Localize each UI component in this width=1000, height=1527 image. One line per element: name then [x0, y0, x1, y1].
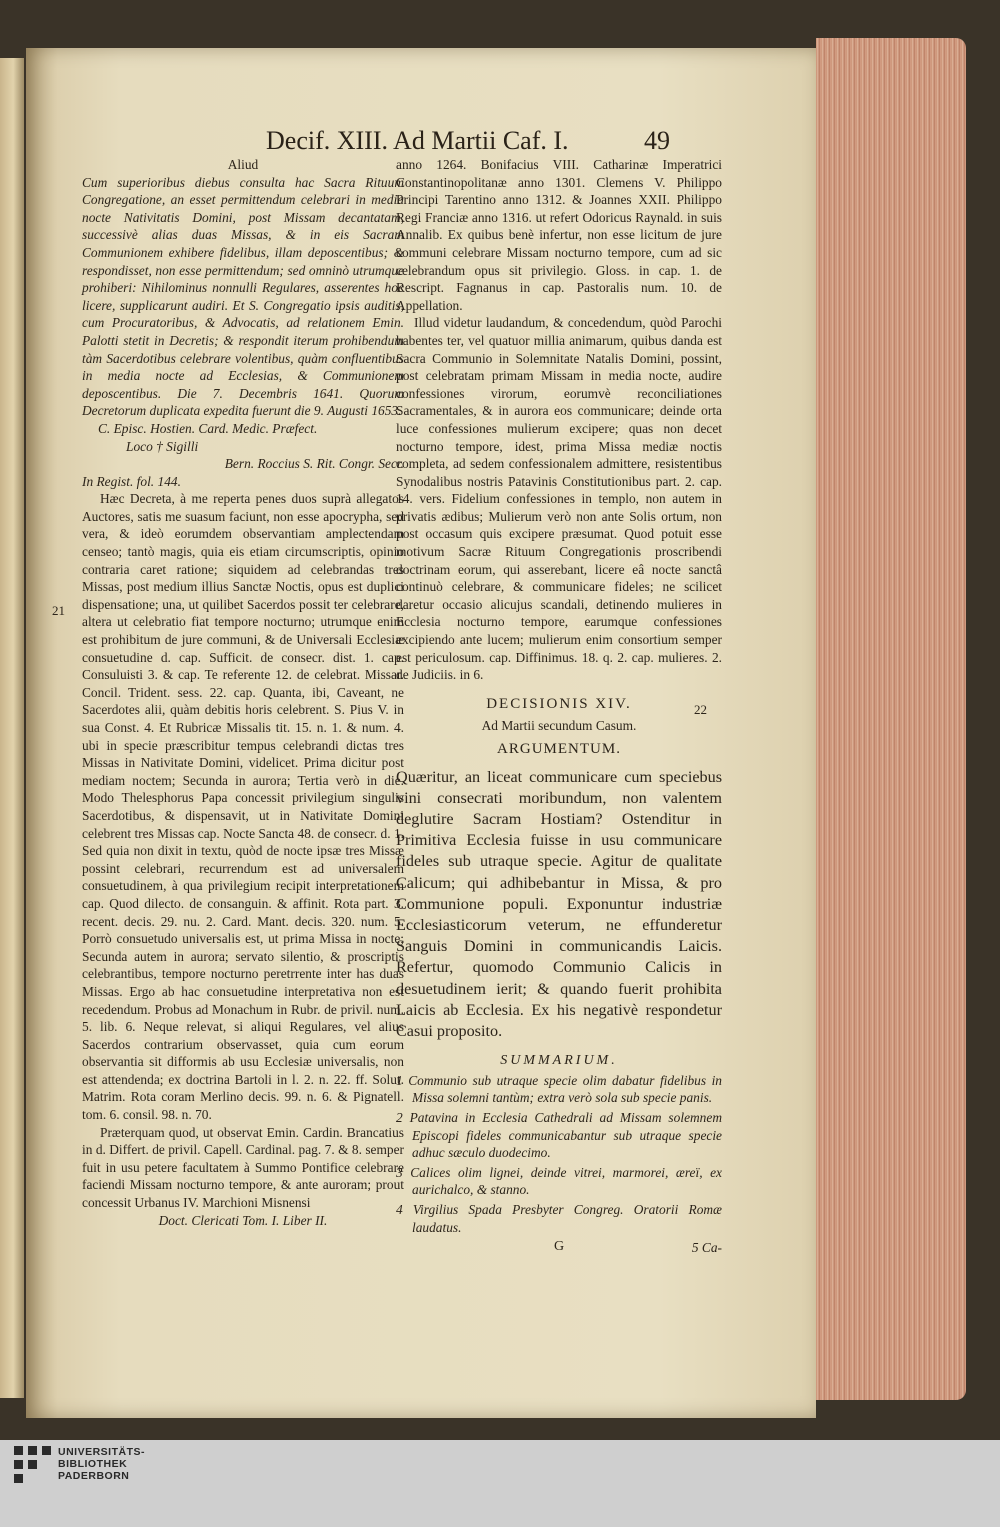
footer-line: Doct. Clericati Tom. I. Liber II. — [158, 1212, 328, 1228]
body-paragraph-4: Illud videtur laudandum, & concedendum, quòd Parochi habentes ter, vel quatuor millia animarum, quibus danda est Sacra Communio in Solemnitate Natalis Domini, possint, post celebratam primam Missam in media nocte, audire confessiones virorum, eorumvè reconciliationes Sacramentales, & in aurora eos communicare; deinde orta luce confessiones mulierum excipere; quas non decet nocturno tempore, idest, prima Missa mediæ noctis completa, ad sedem confessionalem admittere, resistentibus Synodalibus nostris Patavinis Constitutionibus part. 2. cap. 14. vers. Fidelium confessiones in templo, non autem in privatis ædibus; Mulierum verò non ante Solis ortum, non post occasum quis excipere præsumat. Quod potuit esse motivum Sacræ Rituum Congregationis proscribendi doctrinam eorum, qui asserebant, licere eâ nocte sanctâ continuò celebrare, & communicare fideles; ne scilicet daretur occasio alicujus scandali, detinendo mulieres in Ecclesia nocturno tempore, earumque confessiones excipiendo ante lucem; mulierum enim consortium semper est periculosum. cap. Diffinimus. 18. q. 2. cap. mulieres. 2. de Judiciis. in 6. — [396, 315, 722, 683]
running-head: Decif. XIII. Ad Martii Caf. I. — [266, 126, 569, 155]
page-number: 49 — [644, 126, 670, 155]
body-paragraph-2: Præterquam quod, ut observat Emin. Cardin. Brancatius in d. Differt. de privil. Capell. Cardinal. pag. 7. & 8. semper fuit in usu petere facultatem à Summo Pontifice celebrare faciendi Missam nocturno tempore, & ante auroram; prout concessit Urbanus IV. Marchioni Misnensi — [82, 1124, 404, 1211]
decision-heading: DECISIONIS XIV. — [486, 695, 632, 712]
argument-body: Quæritur, an liceat communicare cum speciebus vini consecrati moribundum, non valentem deglutire Sacram Hostiam? Ostenditur in Primitiva Ecclesia fuisse in usu communicare fideles sub utraque specie. Agitur de qualitate Calicum; qui adhibebantur in Missa, & pro Communione populi. Exponuntur industriæ Ecclesiasticorum veterum, ne effunderetur Sanguis Domini in communicandis Laicis. Refertur, quomodo Communio Calicis in desuetudinem ierit; & quando fuerit prohibita Laicis ab Ecclesia. Ex his negativè respondetur Casui proposito. — [396, 767, 722, 1041]
logo-line-2: BIBLIOTHEK — [58, 1458, 128, 1470]
left-page-edge — [0, 58, 24, 1398]
margin-number-left: 21 — [52, 603, 65, 618]
viewer-footer — [0, 1440, 1000, 1527]
summary-item: 4 Virgilius Spada Presbyter Congreg. Oratorii Romæ laudatus. — [396, 1201, 722, 1235]
body-paragraph-3: anno 1264. Bonifacius VIII. Catharinæ Imperatrici Constantinopolitanæ anno 1301. Clemens V. Philippo Principi Tarentino anno 1312. & Joannes XXII. Philippo Regi Franciæ anno 1316. ut refert Odoricus Raynald. in suis Annalib. Ex quibus benè infertur, non esse licitum de jure communi celebrare Missam nocturno tempore, cum ad sic celebrandum opus sit privilegio. Gloss. in cap. 1. de Rescript. Fagnanus in cap. Pastoralis num. 10. de Appellation. — [396, 157, 722, 313]
library-logo-text — [58, 1446, 145, 1482]
page-fore-edge — [816, 38, 966, 1400]
signature-cardinal: C. Episc. Hostien. Card. Medic. Præfect. — [98, 420, 318, 436]
logo-line-1: UNIVERSITÄTS- — [58, 1446, 146, 1458]
catchword: 5 Ca- — [691, 1239, 722, 1255]
body-paragraph-1: Hæc Decreta, à me reperta penes duos suprà allegatos Auctores, satis me suasum faciunt, non esse apocrypha, sed vera, & ideò eorumdem observantiam amplectendam censeo; tantò magis, quia eis etiam circumscriptis, opinio contraria caret ratione; siquidem ad celebrandas tres Missas, post medium illius Sanctæ Noctis, opus est duplici dispensatione; una, ut quilibet Sacerdos possit ter celebrare, altera ut celebratio fiat tempore nocturno; utrumque enim est prohibitum de jure communi, & de Universali Ecclesiæ consuetudine d. cap. Sufficit. de consecr. dist. 1. cap. Consuluisti 3. & cap. Te referente 12. de celebrat. Missar. Concil. Trident. sess. 22. cap. Quanta, ibi, Caveant, ne Sacerdotes alii, quàm debitis horis celebrent. S. Pius V. in sua Const. 4. Et Rubricæ Missalis tit. 15. n. 1. & num. 4. ubi in specie præscribitur tempus celebrandi dictas tres Missas in Nativitate Domini, videlicet. Prima dicitur post mediam noctem; Secunda in aurora; Tertia verò in die. Modo Thelesphorus Papa concessit privilegium singulis Sacerdotibus, & dispensavit, ut in Nativitate Domini celebrent tres Missas cap. Nocte Sancta 48. de consecr. d. 1. Sed quia non dixit in textu, quòd de nocte ipsæ tres Missæ possint celebrari, recurrendum est ad universalem consuetudinem, à qua privilegium recipit interpretationem cap. Quod dilecto. de consanguin. & affinit. Rota part. 3. recent. decis. 29. nu. 2. Card. Mant. decis. 320. num. 5. Porrò consuetudo universalis est, ut prima Missa in nocte; Secunda autem in aurora; servato silentio, & proscriptis celebrantibus, tempore nocturno peretrrente inter has duas Missas. Ergo ab hac consuetudine interpretativa non est recedendum. Probus ad Monachum in Rubr. de privil. num. 5. lib. 6. Neque relevat, si aliqui Regulares, vel alius Sacerdos contrarium observasset, quia cum eorum observantia sit difformis ab usu Ecclesiæ universalis, non est attendenda; ex doctrina Bartoli in l. 2. n. 22. ff. Solut. Matrim. Rota coram Merlino decis. 99. n. 6. & Pignatell. tom. 6. consil. 98. n. 70. — [82, 491, 404, 1123]
summary-item: 1 Communio sub utraque specie olim dabatur fidelibus in Missa solemni tantùm; extra verò sola sub specie panis. — [396, 1072, 722, 1106]
signature-secretary: Bern. Roccius S. Rit. Congr. Secr. — [224, 456, 404, 472]
margin-number-right: 22 — [694, 702, 707, 717]
library-logo-icon — [14, 1446, 54, 1486]
summary-item: 2 Patavina in Ecclesia Cathedrali ad Missam solemnem Episcopi fideles communicabantur sub utraque specie adhuc sæculo duodecimo. — [396, 1110, 722, 1161]
seal-mark: Loco † Sigilli — [126, 438, 199, 454]
decision-subheading: Ad Martii secundum Casum. — [481, 718, 637, 734]
right-column — [396, 156, 722, 1258]
logo-line-3: PADERBORN — [58, 1470, 130, 1482]
left-column — [82, 156, 404, 1229]
summary-title: SUMMARIUM. — [500, 1053, 618, 1069]
book-page — [26, 48, 816, 1418]
summary-item: 3 Calices olim lignei, deinde vitrei, marmorei, æreï, ex aurichalco, & stanno. — [396, 1164, 722, 1198]
section-heading: Aliud — [227, 157, 259, 172]
signature-mark: G — [553, 1239, 565, 1255]
register-note: In Regist. fol. 144. — [82, 473, 181, 489]
decree-text: Cum superioribus diebus consulta hac Sacra Rituum Congregatione, an esset permittendum celebrari in media nocte Nativitatis Domini, post Missam decantatam, successivè alias duas Missas, & in eis Sacram Communionem exhibere fidelibus, illam deposcentibus; & respondisset, non esse permittendum; sed omninò utrumque prohiberi: Nihilominus nonnulli Regulares, asserentes hoc licere, supplicarunt audiri. Et S. Congregatio ipsis auditis, cum Procuratoribus, & Advocatis, ad relationem Emin. Palotti stetit in Decretis; & respondit iterum prohibendum tàm Sacerdotibus celebrare volentibus, quàm confluentibus in media nocte ad Ecclesias, & Communionem deposcentibus. Die 7. Decembris 1641. Quorum Decretorum duplicata expedita fuerunt die 9. Augusti 1653. — [82, 174, 404, 419]
argument-title: ARGUMENTUM. — [497, 741, 621, 757]
page-foot — [396, 1238, 722, 1258]
